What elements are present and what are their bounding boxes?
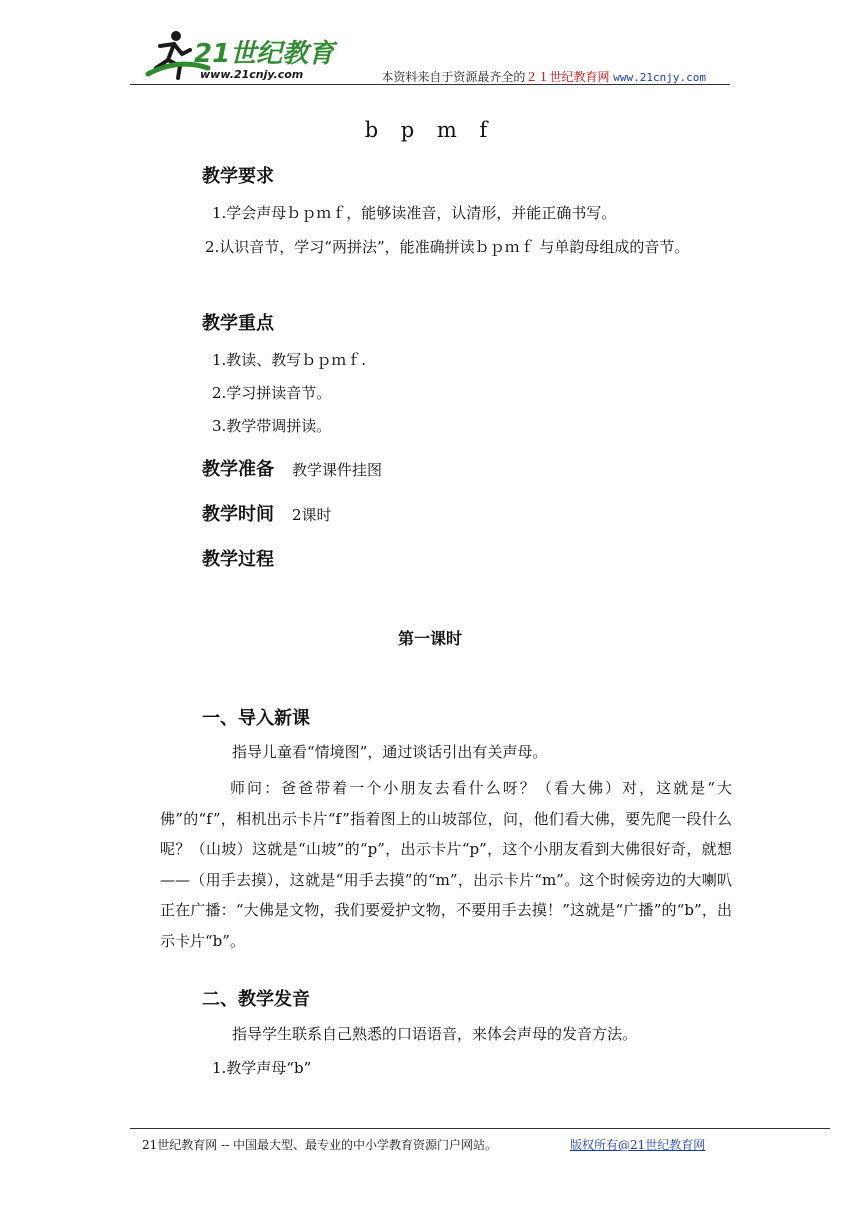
part2-paragraph-1: 指导学生联系自己熟悉的口语语音，来体会声母的发音方法。 xyxy=(232,1025,638,1043)
page-header xyxy=(130,28,730,86)
heading-part-1: 一、导入新课 xyxy=(202,708,310,729)
heading-preparation xyxy=(202,455,382,481)
document-title: b p m f xyxy=(364,118,496,142)
key-point-item-3: 3.教学带调拼读。 xyxy=(212,417,332,435)
footer-description: 21世纪教育网 -- 中国最大型、最专业的中小学教育资源门户网站。 xyxy=(142,1138,498,1152)
key-point-item-2: 2.学习拼读音节。 xyxy=(212,384,332,402)
logo-21cnjy xyxy=(138,28,338,84)
header-source-prefix: 本资料来自于资源最齐全的 xyxy=(381,70,526,84)
footer-copyright-link[interactable]: 版权所有@21世纪教育网 xyxy=(570,1138,706,1152)
preparation-label: 教学准备 xyxy=(202,459,274,480)
footer-divider xyxy=(130,1128,830,1129)
header-divider xyxy=(130,84,730,85)
requirement-item-1: 1.学会声母ｂｐｍｆ，能够读准音，认清形，并能正确书写。 xyxy=(212,204,617,222)
part2-paragraph-2: 1.教学声母“b” xyxy=(212,1059,312,1077)
heading-part-2: 二、教学发音 xyxy=(202,989,310,1010)
heading-requirements: 教学要求 xyxy=(202,166,274,187)
preparation-value: 教学课件挂图 xyxy=(292,461,383,479)
heading-time xyxy=(202,500,332,526)
heading-process: 教学过程 xyxy=(202,549,274,570)
lesson-title: 第一课时 xyxy=(397,629,462,648)
heading-key-points: 教学重点 xyxy=(202,313,274,334)
header-source-url[interactable]: www.21cnjy.com xyxy=(613,71,706,84)
logo-text: 21世纪教育 xyxy=(194,39,335,69)
part1-paragraph-2: 师问：爸爸带着一个小朋友去看什么呀？（看大佛）对，这就是“大佛”的“f”，相机出示卡片“f”指着图上的山坡部位，问，他们看大佛，要先爬一段什么呢？（山坡）这就是“山坡”的“p”，出示卡片“p”，这个小朋友看到大佛很好奇，就想——（用手去摸），这就是“用手去摸”的“m”，出示卡片“m”。这个时候旁边的大喇叭正在广播：“大佛是文物，我们要爱护文物，不要用手去摸！”这就是“广播”的“b”，出示卡片“b”。 xyxy=(160,779,732,950)
key-point-item-1: 1.教读、教写ｂｐｍｆ. xyxy=(212,351,367,369)
requirement-item-2: 2.认识音节，学习“两拼法”，能准确拼读ｂｐｍｆ 与单韵母组成的音节。 xyxy=(205,238,690,256)
logo-url: www.21cnjy.com xyxy=(200,68,304,81)
part1-paragraph-1: 指导儿童看“情境图”，通过谈话引出有关声母。 xyxy=(232,743,548,761)
header-source xyxy=(381,68,706,85)
header-source-site[interactable]: ２１世纪教育网 xyxy=(525,70,610,84)
time-label: 教学时间 xyxy=(202,504,274,525)
time-value: 2课时 xyxy=(292,506,332,524)
